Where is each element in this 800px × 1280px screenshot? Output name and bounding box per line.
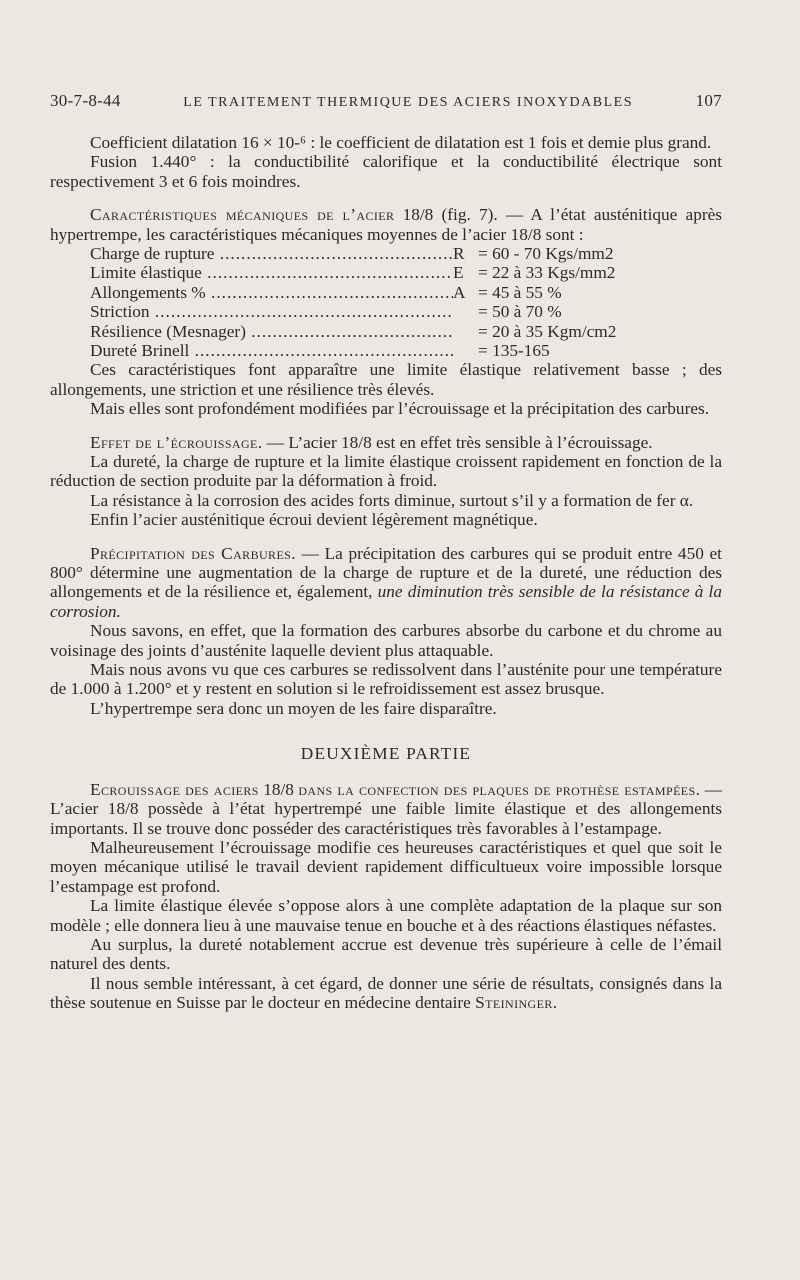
section-text: — L’acier 18/8 est en effet très sensible à l’écrouissage. [262, 432, 653, 452]
paragraph: Mais nous avons vu que ces carbures se redissolvent dans l’austénite pour une température de 1.000 à 1.200° et y restent en solution si le refroidissement est assez brusque. [50, 660, 722, 699]
spec-value: = 20 à 35 Kgm/cm2 [478, 321, 617, 341]
spec-table [90, 244, 722, 360]
spec-row [90, 302, 722, 321]
section-text: — La précipitation des carbures qui se produit entre 450 et 800° détermine une augmentation de la charge de rupture et de la dureté, une réduction des allongements et de la résilience et, également, [50, 543, 722, 602]
paragraph: Nous savons, en effet, que la formation des carbures absorbe du carbone et du chrome au voisinage des joints d’austénite laquelle devient plus attaquable. [50, 621, 722, 660]
section-text: — L’acier 18/8 possède à l’état hypertrempé une faible limite élastique et des allongements importants. Il se trouve donc posséder des caractéristiques très favorables à l’estampage. [50, 779, 722, 838]
spec-row [90, 283, 722, 302]
spec-value: = 50 à 70 % [478, 302, 562, 322]
paragraph: Enfin l’acier austénitique écroui devient légèrement magnétique. [90, 510, 538, 530]
spec-symbol: R [453, 244, 465, 264]
paragraph: Mais elles sont profondément modifiées par l’écrouissage et la précipitation des carbures. [90, 399, 710, 419]
paragraph: L’hypertrempe sera donc un moyen de les faire disparaître. [90, 698, 497, 718]
section-cold-working [50, 433, 722, 452]
spec-row [90, 322, 722, 341]
page-body [50, 133, 722, 1013]
spec-symbol [453, 302, 473, 321]
spec-row [90, 244, 722, 263]
section-heading: Précipitation des Carbures. [90, 543, 296, 563]
section-heading: Caractéristiques mécaniques de l’acier [90, 205, 395, 225]
paragraph [50, 974, 722, 1013]
paragraph: Fusion 1.440° : la conductibilité calorifique et la conductibilité électrique sont respectivement 3 et 6 fois moindres. [50, 152, 722, 191]
spec-label: Allongements % ..... [90, 283, 453, 302]
part-title: DEUXIÈME PARTIE [300, 744, 472, 764]
spec-row [90, 263, 722, 282]
paragraph: Malheureusement l’écrouissage modifie ces heureuses caractéristiques et quel que soit le moyen mécanique utilisé le travail devient rapidement difficultueux voire impossible lorsque l’estampage est profond. [50, 837, 722, 896]
running-header [50, 91, 722, 111]
section-heading: Ecrouissage des aciers [90, 779, 259, 799]
spec-symbol: E [453, 263, 464, 283]
paragraph: Coefficient dilatation 16 × 10-⁶ : le coefficient de dilatation est 1 fois et demie plus grand. [90, 133, 712, 152]
spec-row [90, 341, 722, 360]
section-heading-cont: dans la confection des plaques de prothèse estampées. [298, 779, 701, 799]
spec-value: = 60 - 70 Kgs/mm2 [478, 244, 614, 264]
spec-symbol [453, 341, 473, 360]
section-number: 18/8 [258, 779, 299, 799]
spec-label: Résilience (Mesnager) ..... [90, 322, 453, 341]
paragraph: La dureté, la charge de rupture et la limite élastique croissent rapidement en fonction de la réduction de section produite par la déformation à froid. [50, 452, 722, 491]
spec-value: = 135-165 [478, 340, 550, 360]
paragraph: Ces caractéristiques font apparaître une limite élastique relativement basse ; des allongements, une striction et une résilience très élevés. [50, 360, 722, 399]
section-text: 18/8 (fig. 7). — A l’état austénitique après hypertrempe, les caractéristiques mécaniques moyennes de l’acier 18/8 sont : [50, 205, 722, 244]
header-title: LE TRAITEMENT THERMIQUE DES ACIERS INOXYDABLES [183, 95, 633, 110]
paragraph: La résistance à la corrosion des acides forts diminue, surtout s’il y a formation de fer α. [90, 490, 694, 510]
spec-label: Dureté Brinell ..... [90, 341, 453, 360]
header-date: 30-7-8-44 [50, 91, 121, 110]
page-number: 107 [695, 91, 722, 110]
section-heading: Effet de l’écrouissage. [90, 432, 263, 452]
spec-label: Limite élastique ..... [90, 263, 453, 282]
author-name: Steininger [475, 993, 553, 1013]
paragraph: La limite élastique élevée s’oppose alors à une complète adaptation de la plaque sur son modèle ; elle donnera lieu à une mauvaise tenue en bouche et à des réactions élastiques néfastes. [50, 896, 722, 935]
spec-value: = 22 à 33 Kgs/mm2 [478, 263, 616, 283]
spec-value: = 45 à 55 % [478, 282, 562, 302]
section-carbide-precipitation [50, 544, 722, 622]
section-prosthesis-plates [50, 780, 722, 838]
spec-label: Charge de rupture ..... [90, 244, 453, 263]
paragraph-end: . [552, 993, 558, 1013]
paragraph: Au surplus, la dureté notablement accrue est devenue très supérieure à celle de l’émail naturel des dents. [50, 934, 722, 974]
spec-label: Striction ..... [90, 302, 453, 321]
spec-symbol [453, 322, 473, 341]
paragraph-text: Il nous semble intéressant, à cet égard, de donner une série de résultats, consignés dans la thèse soutenue en Suisse par le docteur en médecine dentaire [50, 973, 722, 1013]
spec-symbol: A [453, 282, 466, 302]
section-mechanical-properties [50, 205, 722, 244]
emphasis-text: une diminution très sensible de la résistance à la corrosion. [50, 582, 722, 621]
